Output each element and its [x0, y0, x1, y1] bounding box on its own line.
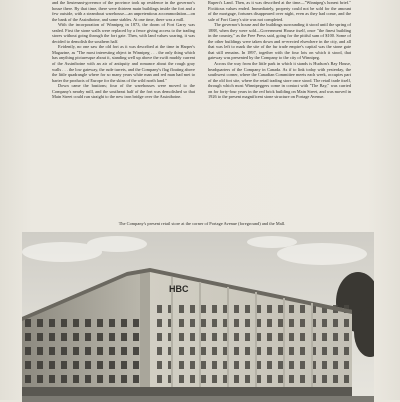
right-text-column — [208, 0, 351, 100]
hbc-sign-text: HBC — [169, 284, 189, 294]
left-text-column — [52, 0, 195, 100]
building-photo-image — [22, 232, 374, 402]
department-store-photo — [22, 232, 374, 402]
paragraph: Down came the bastions; four of the warehouses were moved to the Company's nearby mill, and the southeast half of the fort was demolished so that Main Street could run straight to the new iron bridge over the Assiniboine. — [52, 83, 195, 100]
paragraph: Rupert's Land. Then, as it was described at the time—"Winnipeg's honest brief." Fictitious values ended. Immediately, property could not be sold for the amount of the mortgage, fortunes disappeared over night, even as they had come, and the sale of Fort Garry's site was not completed. — [208, 0, 351, 22]
paragraph: Across the way from the little park in which it stands is Hudson's Bay House, headquarters of the Company in Canada. As if to link today with yesterday, the southwest corner, where the Canadian Committee meets each week, occupies part of the old fort site, where the retail trading store once stood. The retail trade itself, through which most Winnipeggers come in contact with "The Bay," was carried on for forty-four years in the red brick building on Main Street, and was moved in 1926 to the present magnificent stone structure on Portage Avenue. — [208, 61, 351, 100]
paragraph: With the incorporation of Winnipeg in 1873, the doom of Fort Garry was sealed. First the stone walls were replaced by a fence giving access to the trading stores without going through the fort gate. Then, with land values soaring, it was decided to demolish the southern half. — [52, 22, 195, 44]
paragraph: Evidently, no one saw the old fort as it was described at the time in Harper's Magazine, as "The most interesting object in Winnipeg . . . the only thing which has anything picturesque about it, standing well up above the swift muddy current of the Assiniboine with an air of antiquity and romance about the rough gray walls . . . the low gateway, the rude turrets, and the Company's flag floating above the little quadrangle where for so many years white man and red man had met to barter the products of Europe for the skins of the wild north land." — [52, 44, 195, 83]
paragraph: The governor's house and the buildings surrounding it stood until the spring of 1888, when they were sold—Government House itself, once "the finest building in the country," as the Free Press said, going for the pitiful sum of $100. Some of the other buildings were taken down and re-erected elsewhere in the city, and all that was left to mark the site of the fur trade empire's capital was the stone gate that still remains. In 1897, together with the four lots on which it stood, that gateway was presented by the Company to the city of Winnipeg. — [208, 22, 351, 61]
photo-caption: The Company's present retail store at the corner of Portage Avenue (foreground) and the Mall. — [118, 221, 286, 226]
paragraph: and the lieutenant-governor of the province took up residence in the governor's house there. By that time, there were thirteen main buildings inside the fort and a few outside, with a steamboat warehouse—an unpretentious accommodation—on the bank of the Assiniboine, and some stables. At one time, there was a mill. — [52, 0, 195, 22]
